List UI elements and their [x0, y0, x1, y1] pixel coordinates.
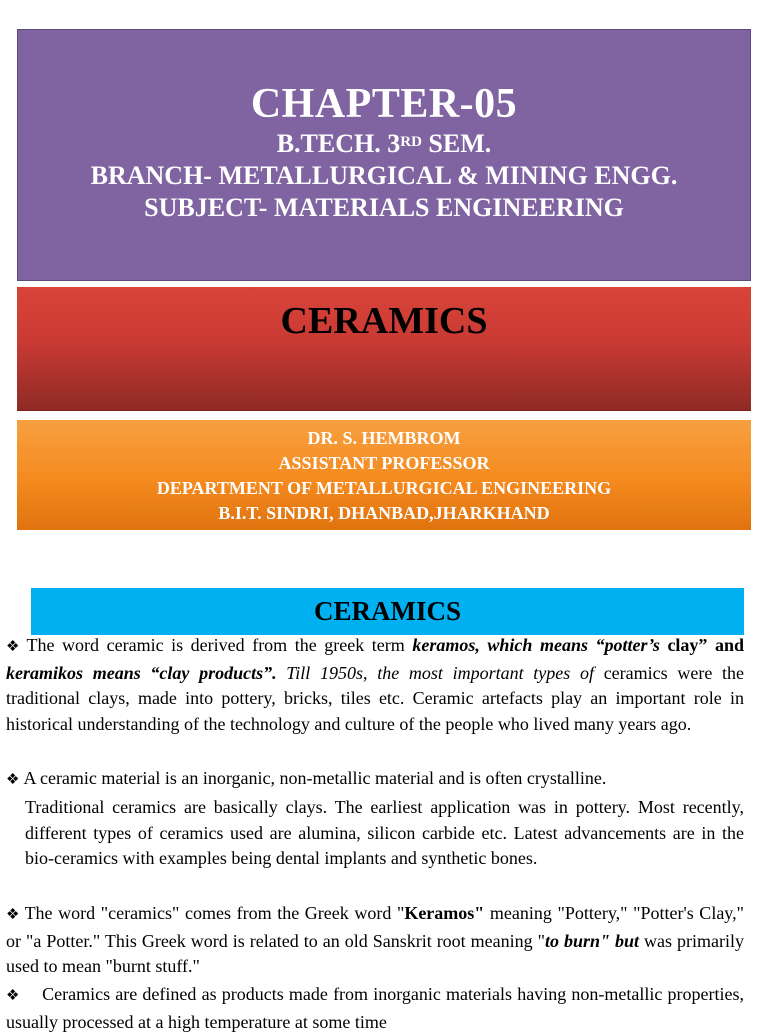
- paragraph-3: Traditional ceramics are basically clays. The earliest application was in pottery. Most recently, different types of ceramics used are alumina, silicon carbide etc. Latest advancements are in the bio-ceramics with examples being dental implants and synthetic bones.: [25, 797, 744, 868]
- bullet-icon: ❖: [6, 988, 21, 1004]
- topic-title: CERAMICS: [280, 300, 488, 342]
- bullet-icon: ❖: [6, 772, 20, 788]
- title-banner: [17, 29, 751, 281]
- paragraph-2: ❖ A ceramic material is an inorganic, non-metallic material and is often crystalline.: [6, 768, 607, 788]
- paragraph-1: ❖ The word ceramic is derived from the greek term keramos, which means “potter’s clay” and keramikos means “clay products”. Till 1950s, the most important types of ceramics were the traditional clays, made into pottery, bricks, tiles etc. Ceramic artefacts play an important role in historical understanding of the technology and culture of the people who lived many years ago.: [6, 635, 745, 734]
- semester-suffix: SEM.: [421, 129, 492, 158]
- bullet-icon: ❖: [6, 907, 21, 923]
- branch-line: BRANCH- METALLURGICAL & MINING ENGG.: [90, 161, 678, 190]
- author-designation: ASSISTANT PROFESSOR: [278, 453, 490, 473]
- subject-line: SUBJECT- MATERIALS ENGINEERING: [144, 193, 624, 222]
- semester-superscript: RD: [400, 134, 422, 150]
- author-name: DR. S. HEMBROM: [307, 428, 461, 448]
- semester-line: [18, 128, 750, 160]
- paragraph-5: ❖ Ceramics are defined as products made from inorganic materials having non-metallic properties, usually processed at a high temperature at some time: [6, 984, 744, 1032]
- chapter-title: CHAPTER-05: [250, 81, 518, 127]
- section-heading: CERAMICS: [313, 596, 461, 626]
- author-institute: B.I.T. SINDRI, DHANBAD,JHARKHAND: [218, 503, 550, 523]
- author-department: DEPARTMENT OF METALLURGICAL ENGINEERING: [156, 478, 612, 498]
- bullet-icon: ❖: [6, 639, 23, 655]
- paragraph-4: ❖ The word "ceramics" comes from the Greek word "Keramos" meaning "Pottery," "Potter's Clay," or "a Potter." This Greek word is related to an old Sanskrit root meaning "to burn" but was primarily used to mean "burnt stuff.": [6, 903, 744, 976]
- section-heading-bar: [31, 588, 744, 635]
- semester-prefix: B.TECH. 3: [276, 129, 401, 158]
- topic-banner: [17, 287, 751, 411]
- author-banner: [17, 420, 751, 530]
